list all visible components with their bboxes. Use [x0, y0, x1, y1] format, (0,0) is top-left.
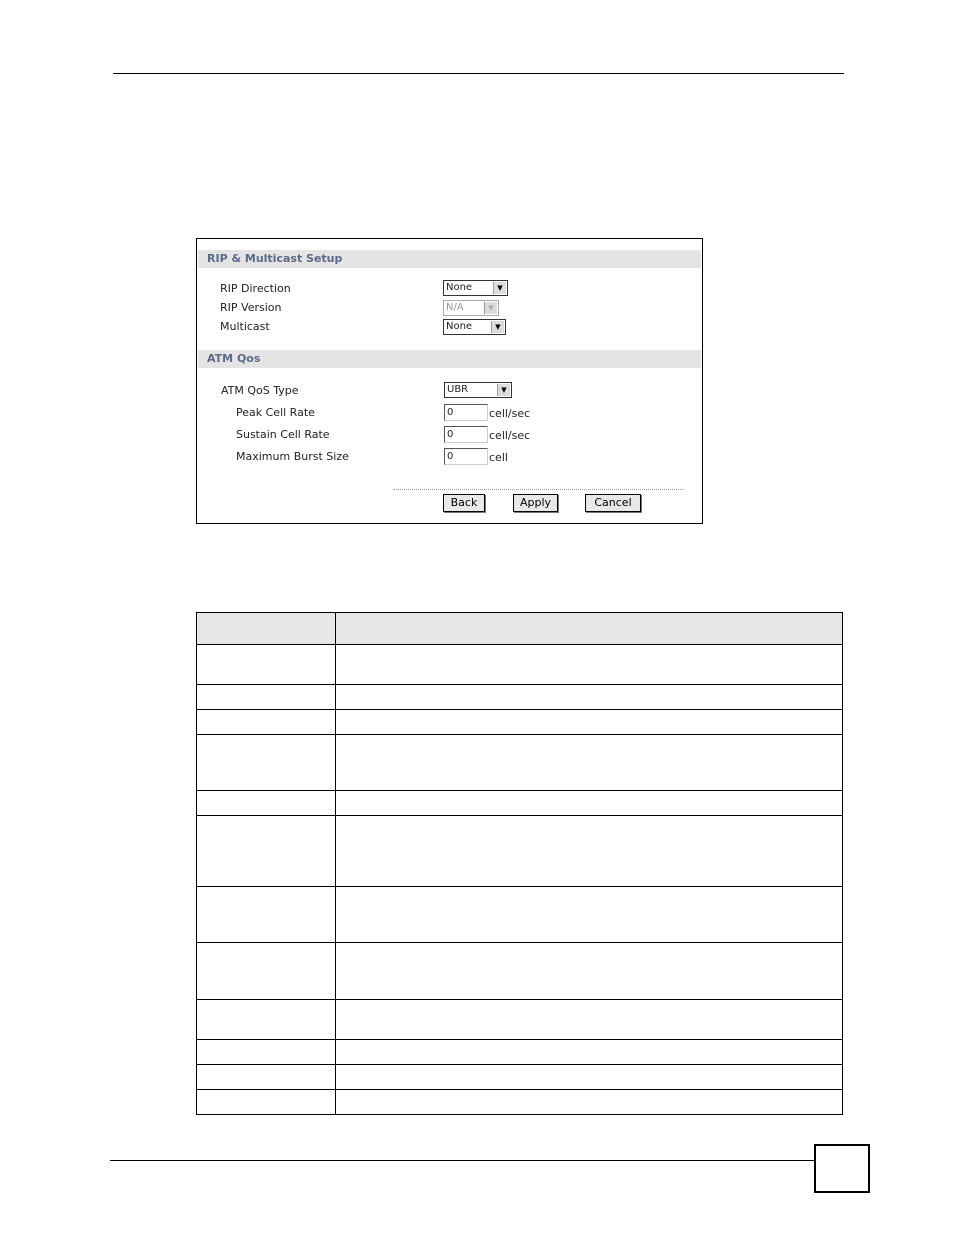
back-button[interactable]: Back: [443, 494, 485, 512]
table-row: [197, 816, 843, 887]
peak-cell-rate-input[interactable]: 0: [444, 404, 488, 421]
page-number-box: [814, 1144, 870, 1193]
cancel-button[interactable]: Cancel: [585, 494, 641, 512]
chevron-down-icon: ▼: [493, 282, 506, 294]
atm-qos-section-header: ATM Qos: [198, 350, 701, 368]
sustain-cell-rate-label: Sustain Cell Rate: [236, 428, 330, 441]
table-row: [197, 645, 843, 685]
table-row: [197, 1040, 843, 1065]
rip-direction-value: None: [446, 282, 473, 293]
table-header-row: [197, 613, 843, 645]
sustain-cell-rate-input[interactable]: 0: [444, 426, 488, 443]
maximum-burst-size-label: Maximum Burst Size: [236, 450, 349, 463]
table-row: [197, 710, 843, 735]
atm-qos-type-select[interactable]: [444, 382, 512, 398]
table-row: [197, 1000, 843, 1040]
atm-qos-type-label: ATM QoS Type: [221, 384, 299, 397]
rip-version-select[interactable]: [443, 300, 499, 316]
rip-direction-select[interactable]: [443, 280, 508, 296]
chevron-down-icon: ▼: [484, 302, 497, 314]
apply-button[interactable]: Apply: [513, 494, 558, 512]
table-row: [197, 887, 843, 943]
header-rule: [113, 73, 844, 74]
maximum-burst-size-unit: cell: [489, 451, 508, 464]
rip-section-header: RIP & Multicast Setup: [198, 250, 701, 268]
rip-version-value: N/A: [446, 302, 464, 313]
chevron-down-icon: ▼: [491, 321, 504, 333]
peak-cell-rate-unit: cell/sec: [489, 407, 531, 420]
sustain-cell-rate-unit: cell/sec: [489, 429, 531, 442]
multicast-value: None: [446, 321, 473, 332]
table-row: [197, 685, 843, 710]
table-row: [197, 1090, 843, 1115]
rip-direction-label: RIP Direction: [220, 282, 291, 295]
atm-qos-type-value: UBR: [447, 384, 469, 395]
table-row: [197, 943, 843, 1000]
table-row: [197, 735, 843, 791]
field-description-table: [196, 612, 843, 1115]
rip-version-label: RIP Version: [220, 301, 282, 314]
multicast-select[interactable]: [443, 319, 506, 335]
peak-cell-rate-label: Peak Cell Rate: [236, 406, 315, 419]
rip-multicast-panel: [196, 238, 703, 524]
button-divider: [393, 489, 683, 490]
table-row: [197, 1065, 843, 1090]
maximum-burst-size-input[interactable]: 0: [444, 448, 488, 465]
multicast-label: Multicast: [220, 320, 270, 333]
footer-rule: [110, 1160, 814, 1161]
chevron-down-icon: ▼: [497, 384, 510, 396]
table-row: [197, 791, 843, 816]
